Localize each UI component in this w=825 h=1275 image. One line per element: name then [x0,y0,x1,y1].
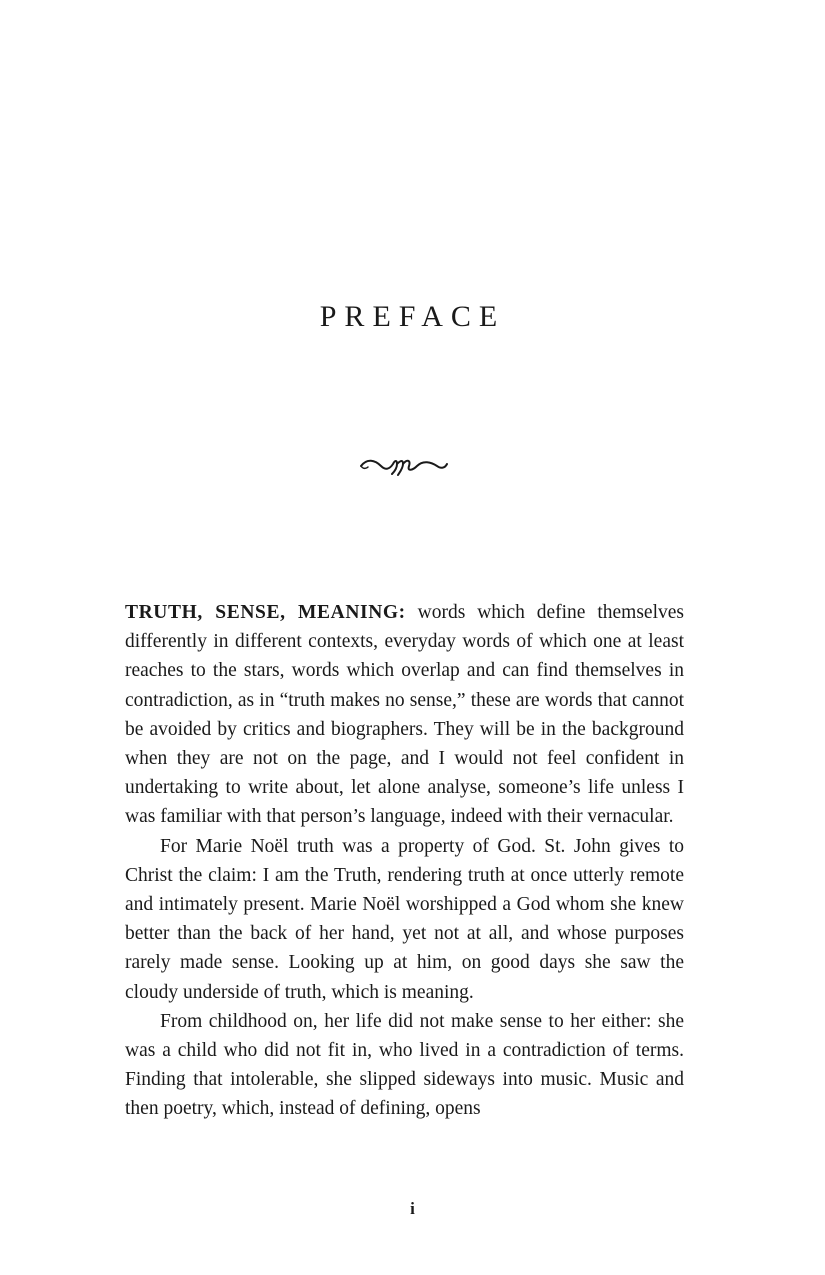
preface-body [125,598,684,1124]
paragraph-3: From childhood on, her life did not make sense to her either: she was a child who did not fit in, who lived in a contradiction of terms. Finding that intolerable, she slipped sideways into music. Music and then poetry, which, instead of defining, opens [125,1010,684,1120]
paragraph-1 [125,598,684,832]
paragraph-2: For Marie Noël truth was a property of God. St. John gives to Christ the claim: I am the Truth, rendering truth at once utterly remote and intimately present. Marie Noël worshipped a God whom she knew better than the back of her hand, yet not at all, and whose purposes rarely made sense. Looking up at him, on good days she saw the cloudy underside of truth, which is meaning. [125,835,684,1003]
flourish-ornament-icon [357,450,451,480]
lead-in-heading: TRUTH, SENSE, MEANING: [125,602,406,623]
page-number: i [410,1199,415,1218]
page-title: PREFACE [319,300,506,333]
paragraph-1-text: words which define themselves differently in different contexts, everyday words of which one at least reaches to the stars, words which overlap and can find themselves in contradiction, as in “truth makes no sense,” these are words that cannot be avoided by critics and biographers. They will be in the background when they are not on the page, and I would not feel confident in undertaking to write about, let alone analyse, someone’s life unless I was familiar with that person’s language, indeed with their vernacular. [125,602,684,828]
